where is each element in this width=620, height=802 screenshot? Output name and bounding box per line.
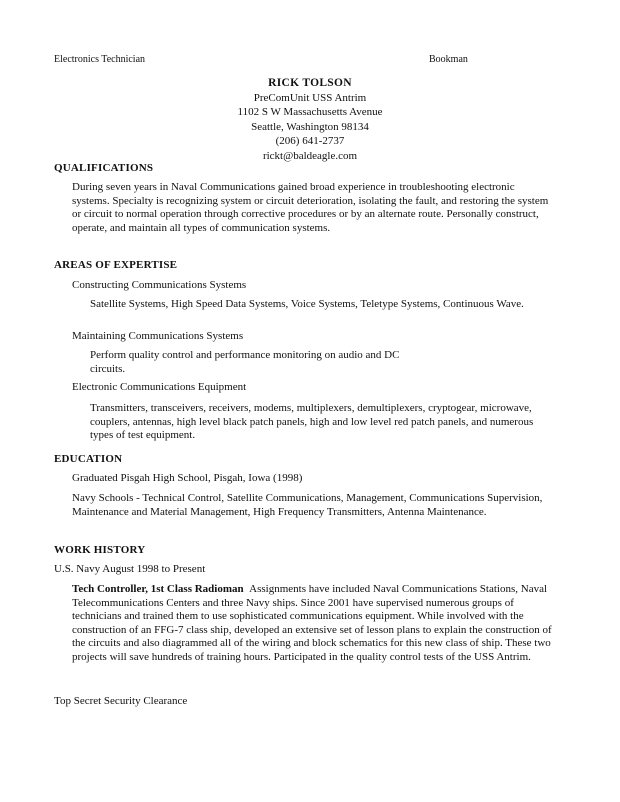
education-navy-schools: Navy Schools - Technical Control, Satellite Communications, Management, Communications Supervision, Maintenance and Material Management, High Frequency Transmitters, Antenna Maintenance. bbox=[72, 492, 543, 518]
qualifications-title: QUALIFICATIONS bbox=[54, 162, 154, 174]
job-text: Assignments have included Naval Communications Stations, Naval Telecommunications Centers and three Navy ships. Since 2001 have supervised numerous groups of technicians and trained them to use sophisticated communications equipment. While involved with the construction of an FFG-7 class ship, developed an extensive set of lesson plans to explain the construction of the circuits and also diagrammed all of the wiring and block schematics for this new class of ship. These two projects will save hundreds of training hours. Participated in the quality control tests of the USS Antrim. bbox=[72, 583, 552, 663]
header-font: Bookman bbox=[429, 54, 468, 65]
address-line-3: Seattle, Washington 98134 bbox=[251, 120, 369, 133]
expertise-title: AREAS OF EXPERTISE bbox=[54, 259, 178, 271]
qualifications-text: During seven years in Naval Communications gained broad experience in troubleshooting electronic systems. Specialty is recognizing system or circuit deterioration, isolating the fault, and restoring the system or circuit to normal operation through corrective procedures or by an alternate route. Personally construct, operate, and maintain all types of communication systems. bbox=[72, 181, 549, 234]
expertise-detail-2: Perform quality control and performance monitoring on audio and DC circuits. bbox=[90, 349, 400, 375]
work-job-description bbox=[72, 583, 552, 664]
job-title: Tech Controller, 1st Class Radioman bbox=[72, 583, 244, 595]
education-school: Graduated Pisgah High School, Pisgah, Iowa (1998) bbox=[72, 472, 303, 484]
candidate-name: RICK TOLSON bbox=[268, 77, 352, 89]
phone: (206) 641-2737 bbox=[275, 135, 345, 147]
address-line-2: 1102 S W Massachusetts Avenue bbox=[237, 106, 383, 118]
expertise-heading-3: Electronic Communications Equipment bbox=[72, 381, 247, 393]
expertise-detail-3: Transmitters, transceivers, receivers, modems, multiplexers, demultiplexers, cryptogear, microwave, couplers, antennas, high level black patch panels, high and low level red patch panels, and numerous types of test equipment. bbox=[90, 402, 534, 441]
education-title: EDUCATION bbox=[54, 453, 123, 465]
work-history-title: WORK HISTORY bbox=[54, 544, 146, 556]
address-line-1: PreComUnit USS Antrim bbox=[253, 91, 367, 104]
email: rickt@baldeagle.com bbox=[262, 149, 358, 162]
work-employer: U.S. Navy August 1998 to Present bbox=[54, 563, 206, 575]
expertise-heading-1: Constructing Communications Systems bbox=[72, 279, 247, 291]
header-position: Electronics Technician bbox=[54, 54, 146, 65]
contact-block bbox=[0, 76, 620, 163]
expertise-heading-2: Maintaining Communications Systems bbox=[72, 330, 244, 342]
security-clearance: Top Secret Security Clearance bbox=[54, 695, 188, 707]
expertise-detail-1: Satellite Systems, High Speed Data Systems, Voice Systems, Teletype Systems, Continuous Wave. bbox=[90, 298, 524, 310]
